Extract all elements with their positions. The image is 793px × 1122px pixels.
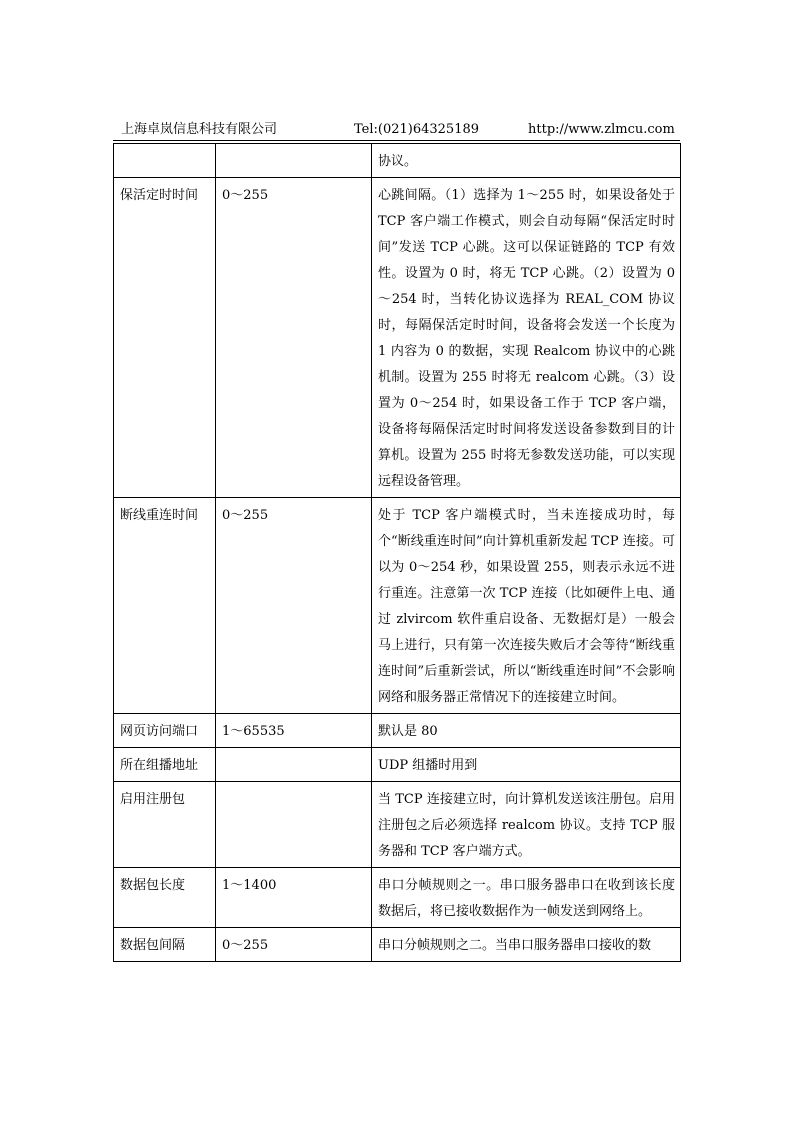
- param-name: 网页访问端口: [114, 714, 216, 748]
- table-row: [114, 178, 681, 498]
- param-range: 0～255: [216, 928, 372, 962]
- param-name: [114, 144, 216, 178]
- table-row: [114, 498, 681, 714]
- param-name: 启用注册包: [114, 782, 216, 868]
- param-range: [216, 748, 372, 782]
- param-description: 协议。: [372, 144, 681, 178]
- table-row: [114, 748, 681, 782]
- param-description: UDP 组播时用到: [372, 748, 681, 782]
- page-header: [121, 121, 681, 139]
- param-range: 1～65535: [216, 714, 372, 748]
- website-url: http://www.zlmcu.com: [528, 122, 675, 137]
- param-range: 0～255: [216, 498, 372, 714]
- table-row: [114, 144, 681, 178]
- param-description: 串口分帧规则之二。当串口服务器串口接收的数: [372, 928, 681, 962]
- table-row: [114, 782, 681, 868]
- param-name: 保活定时时间: [114, 178, 216, 498]
- param-description: 当 TCP 连接建立时，向计算机发送该注册包。启用注册包之后必须选择 realcom 协议。支持 TCP 服务器和 TCP 客户端方式。: [372, 782, 681, 868]
- param-name: 所在组播地址: [114, 748, 216, 782]
- param-name: 数据包间隔: [114, 928, 216, 962]
- param-name: 断线重连时间: [114, 498, 216, 714]
- header-divider: [113, 140, 680, 141]
- param-description: 处于 TCP 客户端模式时，当未连接成功时，每个“断线重连时间”向计算机重新发起 TCP 连接。可以为 0～254 秒，如果设置 255，则表示永远不进行重连。注意第一次 TCP 连接（比如硬件上电、通过 zlvircom 软件重启设备、无数据灯是）一般会马上进行，只有第一次连接失败后才会等待“断线重连时间”后重新尝试，所以“断线重连时间”不会影响网络和服务器正常情况下的连接建立时间。: [372, 498, 681, 714]
- company-name: 上海卓岚信息科技有限公司: [121, 122, 278, 137]
- param-range: 1～1400: [216, 868, 372, 928]
- telephone: Tel:(021)64325189: [354, 122, 480, 137]
- table-row: [114, 868, 681, 928]
- param-range: [216, 782, 372, 868]
- param-range: 0～255: [216, 178, 372, 498]
- param-name: 数据包长度: [114, 868, 216, 928]
- parameter-table: [113, 143, 681, 962]
- table-row: [114, 928, 681, 962]
- param-description: 心跳间隔。（1）选择为 1～255 时，如果设备处于 TCP 客户端工作模式，则会自动每隔“保活定时时间”发送 TCP 心跳。这可以保证链路的 TCP 有效性。设置为 0 时，将无 TCP 心跳。（2）设置为 0～254 时，当转化协议选择为 REAL_COM 协议时，每隔保活定时时间，设备将会发送一个长度为 1 内容为 0 的数据，实现 Realcom 协议中的心跳机制。设置为 255 时将无 realcom 心跳。（3）设置为 0～254 时，如果设备工作于 TCP 客户端，设备将每隔保活定时时间将发送设备参数到目的计算机。设置为 255 时将无参数发送功能，可以实现远程设备管理。: [372, 178, 681, 498]
- param-range: [216, 144, 372, 178]
- param-description: 串口分帧规则之一。串口服务器串口在收到该长度数据后，将已接收数据作为一帧发送到网络上。: [372, 868, 681, 928]
- param-description: 默认是 80: [372, 714, 681, 748]
- table-row: [114, 714, 681, 748]
